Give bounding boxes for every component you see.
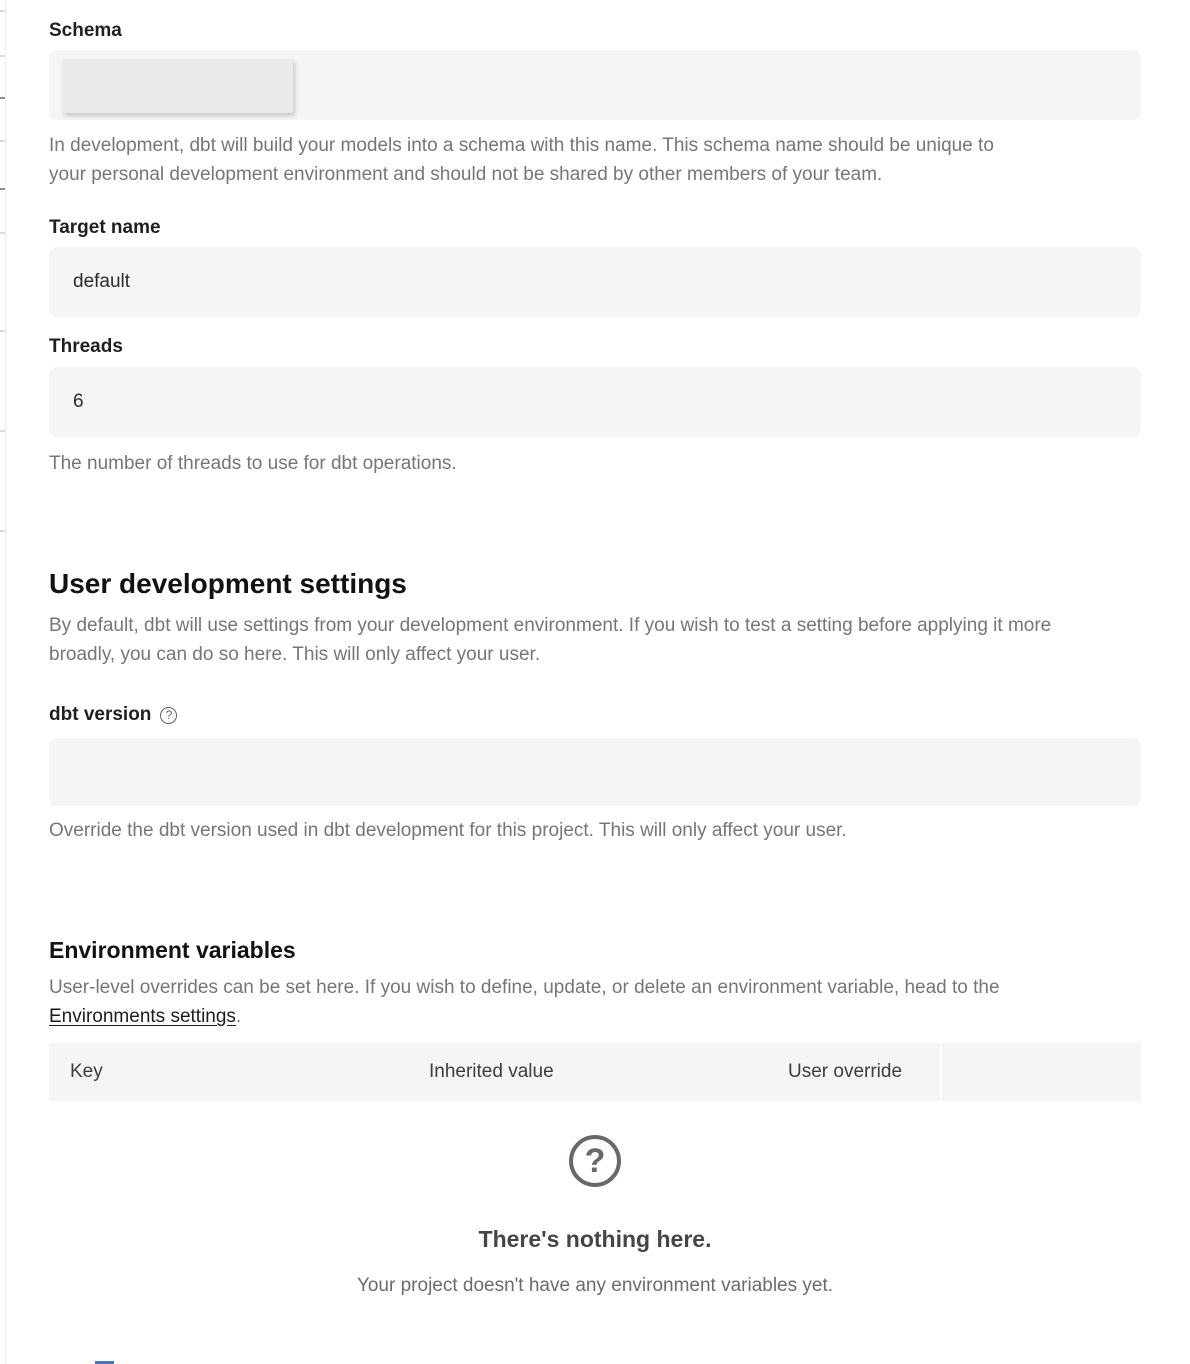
environment-variables-description-prefix: User-level overrides can be set here. If you wish to define, update, or delete an environment variable, head to the <box>49 977 1000 998</box>
empty-state-subtitle: Your project doesn't have any environment variables yet. <box>356 1275 834 1296</box>
schema-label: Schema <box>49 20 122 41</box>
user-development-settings-description: By default, dbt will use settings from your development environment. If you wish to test a setting before applying it more broadly, you can do so here. This will only affect your user. <box>49 615 1052 665</box>
dbt-version-label: dbt version <box>49 704 152 725</box>
target-name-label: Target name <box>49 217 161 238</box>
left-edge-strip <box>0 0 6 1364</box>
settings-form <box>49 0 1141 1300</box>
target-name-input[interactable] <box>49 247 1141 317</box>
threads-label: Threads <box>49 336 123 357</box>
threads-help-text: The number of threads to use for dbt operations. <box>49 453 457 474</box>
environment-variables-table-header <box>49 1043 1141 1101</box>
user-development-settings-title: User development settings <box>49 568 407 599</box>
environment-variables-empty-state <box>49 1135 1141 1300</box>
column-header-actions-empty <box>942 1043 1141 1101</box>
environment-variables-title: Environment variables <box>49 937 296 963</box>
empty-state-title: There's nothing here. <box>478 1226 712 1252</box>
environments-settings-link[interactable]: Environments settings <box>49 1006 236 1027</box>
left-edge-tick <box>0 430 5 432</box>
left-edge-tick <box>0 232 5 234</box>
question-circle-icon[interactable]: ? <box>160 707 177 724</box>
threads-input[interactable] <box>49 367 1141 437</box>
column-header-user-override: User override <box>769 1043 940 1101</box>
environment-variables-description <box>49 973 1069 1031</box>
left-edge-tick <box>0 188 5 190</box>
question-circle-empty-icon: ? <box>569 1135 621 1187</box>
dbt-version-help-text: Override the dbt version used in dbt development for this project. This will only affect your user. <box>49 820 847 841</box>
left-edge-tick <box>0 10 5 12</box>
left-edge-tick <box>0 330 5 332</box>
left-edge-tick <box>0 530 5 532</box>
dbt-version-input[interactable] <box>49 738 1141 806</box>
environment-variables-description-suffix: . <box>235 1006 242 1027</box>
schema-input[interactable] <box>49 50 1141 120</box>
left-edge-tick <box>0 97 5 99</box>
redacted-value-block <box>62 59 293 113</box>
column-header-inherited-value: Inherited value <box>409 1043 769 1101</box>
schema-help-text: In development, dbt will build your models into a schema with this name. This schema name should be unique to your personal development environment and should not be shared by other members of your team. <box>49 135 994 185</box>
left-edge-tick <box>0 55 5 57</box>
column-header-key: Key <box>49 1043 409 1101</box>
left-edge-tick <box>0 140 5 142</box>
